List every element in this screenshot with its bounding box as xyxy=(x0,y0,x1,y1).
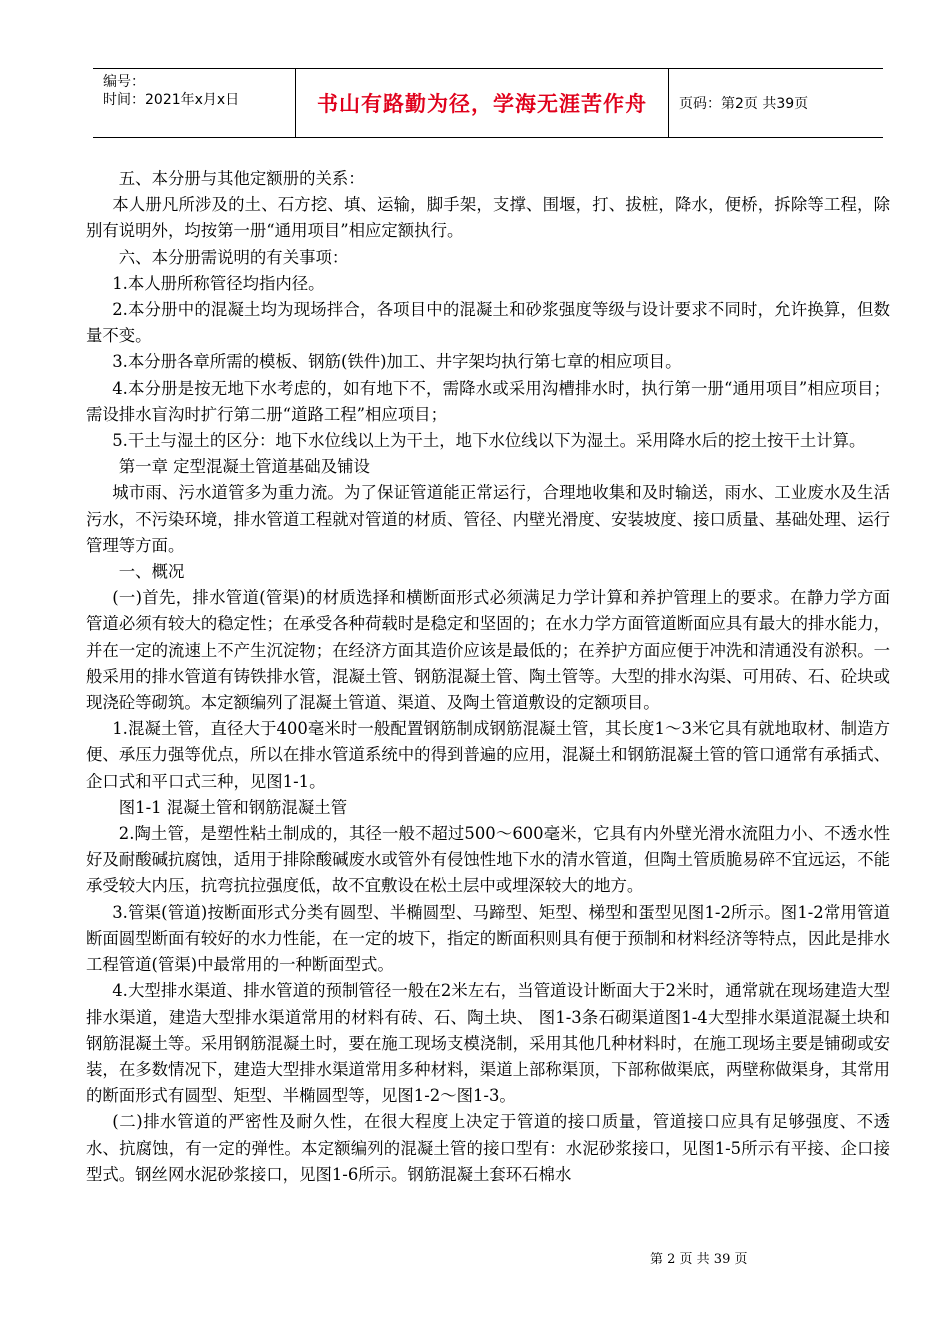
paragraph: 1.混凝土管，直径大于400毫米时一般配置钢筋制成钢筋混凝土管，其长度1～3米它具有就地取材、制造方便、承压力强等优点，所以在排水管道系统中的得到普遍的应用，混凝土和钢筋混凝土管的管口通常有承插式、企口式和平口式三种，见图1-1。 xyxy=(86,719,890,791)
time-label: 时间：2021年x月x日 xyxy=(103,92,240,108)
paragraph: 六、本分册需说明的有关事项： xyxy=(118,247,349,267)
page-info: 页码：第2页 共39页 xyxy=(679,96,809,112)
paragraph: 2.本分册中的混凝土均为现场拌合，各项目中的混凝土和砂浆强度等级与设计要求不同时，允许换算，但数量不变。 xyxy=(86,300,890,346)
paragraph: 4.大型排水渠道、排水管道的预制管径一般在2米左右，当管道设计断面大于2米时，通常就在现场建造大型排水渠道，建造大型排水渠道常用的材料有砖、石、陶土块、 图1-3条石砌渠道图1-4大型排水渠道混凝土块和钢筋混凝土等。采用钢筋混凝土时，要在施工现场支模浇制，采用其他几种材料时，在施工现场主要是铺砌或安装，在多数情况下，建造大型排水渠道常用多种材料，渠道上部称渠顶，下部称做渠底，两壁称做渠身，其常用的断面形式有圆型、矩型、半椭圆型等，见图1-2～图1-3。 xyxy=(86,981,890,1106)
header-meta xyxy=(93,69,296,137)
page-footer: 第 2 页 共 39 页 xyxy=(650,1252,748,1267)
paragraph: 1.本人册所称管径均指内径。 xyxy=(112,273,325,293)
section-heading: 一、概况 xyxy=(118,562,185,582)
paragraph: 五、本分册与其他定额册的关系： xyxy=(118,169,365,188)
paragraph: 3.管渠(管道)按断面形式分类有圆型、半椭圆型、马蹄型、矩型、梯型和蛋型见图1-2所示。图1-2常用管道断面圆型断面有较好的水力性能，在一定的坡下，指定的断面积则具有便于预制和材料经济等特点，因此是排水工程管道(管渠)中最常用的一种断面型式。 xyxy=(86,902,890,975)
paragraph: 5.干土与湿土的区分：地下水位线以上为干土，地下水位线以下为湿土。采用降水后的挖土按干土计算。 xyxy=(112,431,866,451)
document-body xyxy=(86,166,890,1188)
motto: 书山有路勤为径，学海无涯苦作舟 xyxy=(296,69,669,137)
paragraph: 城市雨、污水道管多为重力流。为了保证管道能正常运行，合理地收集和及时输送，雨水、工业废水及生活污水，不污染环境，排水管道工程就对管道的材质、管径、内壁光滑度、安装坡度、接口质量、基础处理、运行管理等方面。 xyxy=(86,483,890,555)
number-label: 编号： xyxy=(103,74,145,90)
chapter-heading: 第一章 定型混凝土管道基础及铺设 xyxy=(118,457,370,477)
paragraph: (二)排水管道的严密性及耐久性，在很大程度上决定于管道的接口质量，管道接口应具有足够强度、不透水、抗腐蚀，有一定的弹性。本定额编列的混凝土管的接口型有：水泥砂浆接口，见图1-5所示有平接、企口接型式。钢丝网水泥砂浆接口，见图1-6所示。钢筋混凝土套环石棉水 xyxy=(86,1112,890,1184)
figure-caption: 图1-1 混凝土管和钢筋混凝土管 xyxy=(118,797,348,817)
paragraph: 4.本分册是按无地下水考虑的，如有地下不，需降水或采用沟槽排水时，执行第一册“通用项目”相应项目；需设排水盲沟时扩行第二册“道路工程”相应项目； xyxy=(86,378,890,424)
paragraph: 本人册凡所涉及的土、石方挖、填、运输，脚手架，支撑、围堰，打、拔桩，降水，便桥，拆除等工程，除别有说明外，均按第一册“通用项目”相应定额执行。 xyxy=(86,195,890,241)
paragraph: 3.本分册各章所需的模板、钢筋(铁件)加工、井字架均执行第七章的相应项目。 xyxy=(112,352,682,372)
paragraph: (一)首先，排水管道(管渠)的材质选择和横断面形式必须满足力学计算和养护管理上的要求。在静力学方面管道必须有较大的稳定性；在承受各种荷载时是稳定和坚固的；在水力学方面管道断面应具有最大的排水能力，并在一定的流速上不产生沉淀物；在经济方面其造价应该是最低的；在养护方面应便于冲洗和清通没有淤积。一般采用的排水管道有铸铁排水管，混凝土管、钢筋混凝土管、陶土管等。大型的排水沟渠、可用砖、石、砼块或现浇砼等砌筑。本定额编列了混凝土管道、渠道、及陶土管道敷设的定额项目。 xyxy=(86,588,890,713)
header-table xyxy=(93,68,883,138)
paragraph: 2.陶土管，是塑性粘土制成的，其径一般不超过500～600毫米，它具有内外壁光滑水流阻力小、不透水性好及耐酸碱抗腐蚀，适用于排除酸碱废水或管外有侵蚀性地下水的清水管道，但陶土管质脆易碎不宜远运，不能承受较大内压，抗弯抗拉强度低，故不宜敷设在松土层中或埋深较大的地方。 xyxy=(86,824,890,896)
